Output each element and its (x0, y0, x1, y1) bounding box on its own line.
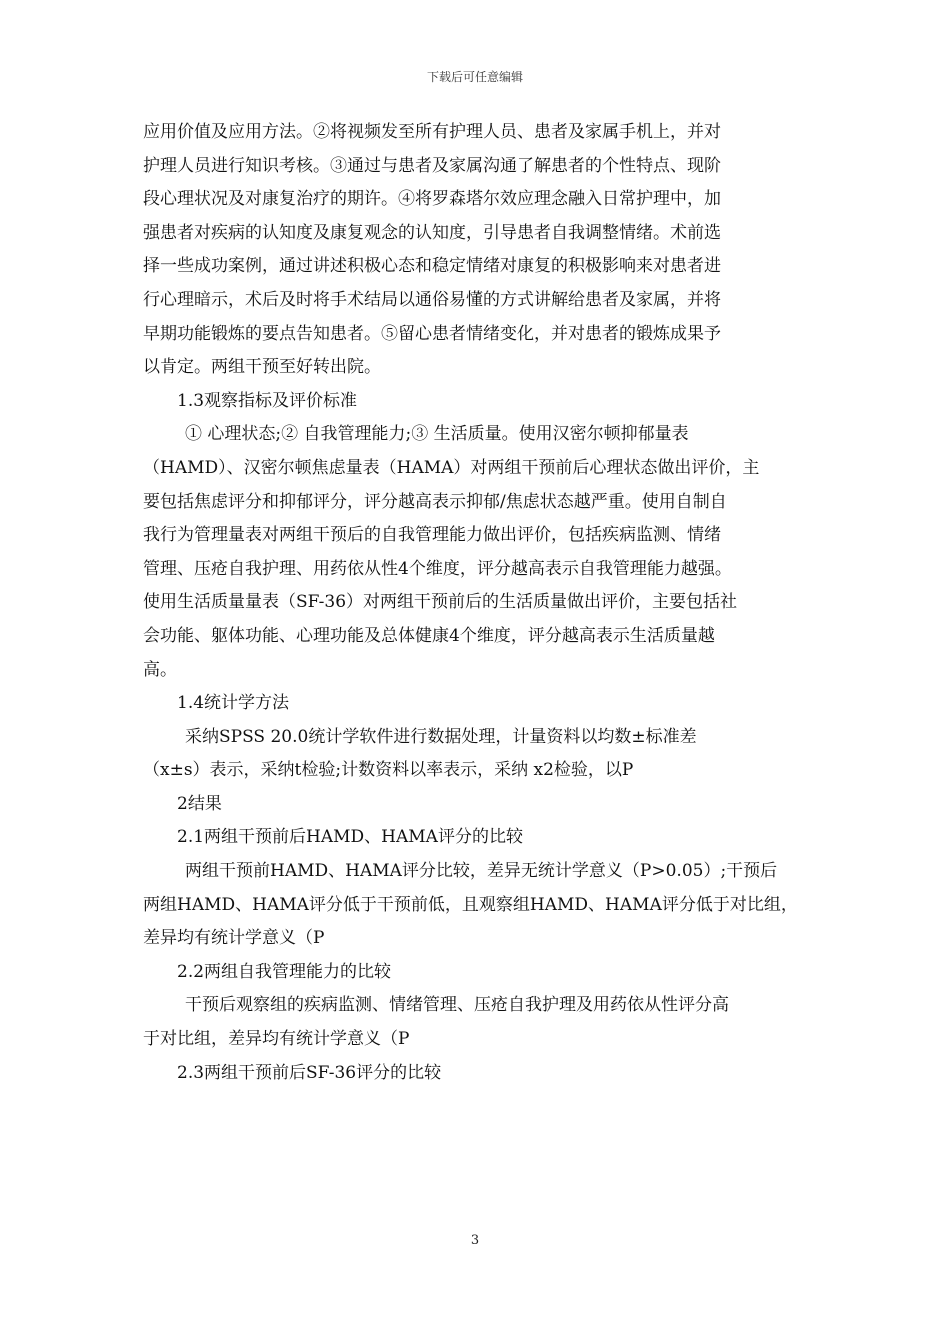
body-line: 行心理暗示，术后及时将手术结局以通俗易懂的方式讲解给患者及家属，并将 (143, 289, 721, 310)
body-line: 干预后观察组的疾病监测、情绪管理、压疮自我护理及用药依从性评分高 (185, 995, 729, 1016)
body-line: 高。 (143, 659, 177, 680)
section-heading: 1.3观察指标及评价标准 (177, 390, 358, 411)
body-line: 应用价值及应用方法。②将视频发至所有护理人员、患者及家属手机上，并对 (143, 122, 721, 142)
page-header: 下载后可任意编辑 (426, 70, 523, 84)
body-line: 早期功能锻炼的要点告知患者。⑤留心患者情绪变化，并对患者的锻炼成果予 (143, 323, 721, 344)
section-heading: 2.1两组干预前后HAMD、HAMA评分的比较 (177, 827, 523, 848)
body-line: 强患者对疾病的认知度及康复观念的认知度，引导患者自我调整情绪。术前选 (143, 222, 721, 243)
body-line: ① 心理状态;② 自我管理能力;③ 生活质量。使用汉密尔顿抑郁量表 (185, 424, 689, 445)
page-number: 3 (470, 1233, 480, 1248)
body-line: 以肯定。两组干预至好转出院。 (143, 357, 381, 378)
section-heading: 2.2两组自我管理能力的比较 (177, 961, 392, 982)
body-line: 两组干预前HAMD、HAMA评分比较，差异无统计学意义（P>0.05）;干预后 (185, 861, 778, 882)
body-line: 会功能、躯体功能、心理功能及总体健康4个维度，评分越高表示生活质量越 (143, 625, 715, 646)
body-line: （x±s）表示，采纳t检验;计数资料以率表示，采纳 x2检验，以P (143, 760, 634, 781)
body-line: （HAMD）、汉密尔顿焦虑量表（HAMA）对两组干预前后心理状态做出评价，主 (143, 457, 760, 478)
body-line: 段心理状况及对康复治疗的期许。④将罗森塔尔效应理念融入日常护理中，加 (143, 189, 721, 210)
body-line: 差异均有统计学意义（P (143, 928, 325, 949)
body-line: 于对比组，差异均有统计学意义（P (143, 1029, 410, 1050)
body-line: 管理、压疮自我护理、用药依从性4个维度，评分越高表示自我管理能力越强。 (143, 558, 732, 579)
body-line: 要包括焦虑评分和抑郁评分，评分越高表示抑郁/焦虑状态越严重。使用自制自 (143, 491, 727, 512)
body-line: 护理人员进行知识考核。③通过与患者及家属沟通了解患者的个性特点、现阶 (143, 155, 721, 176)
section-heading: 1.4统计学方法 (177, 693, 290, 714)
section-heading: 2.3两组干预前后SF-36评分的比较 (177, 1062, 442, 1083)
section-heading: 2结果 (177, 793, 222, 814)
body-line: 使用生活质量量表（SF-36）对两组干预前后的生活质量做出评价，主要包括社 (143, 592, 738, 613)
document-body (143, 116, 811, 1090)
body-line: 采纳SPSS 20.0统计学软件进行数据处理，计量资料以均数±标准差 (185, 726, 697, 747)
body-line: 两组HAMD、HAMA评分低于干预前低，且观察组HAMD、HAMA评分低于对比组， (143, 894, 798, 915)
body-line: 择一些成功案例，通过讲述积极心态和稳定情绪对康复的积极影响来对患者进 (143, 256, 721, 277)
body-line: 我行为管理量表对两组干预后的自我管理能力做出评价，包括疾病监测、情绪 (143, 525, 721, 546)
